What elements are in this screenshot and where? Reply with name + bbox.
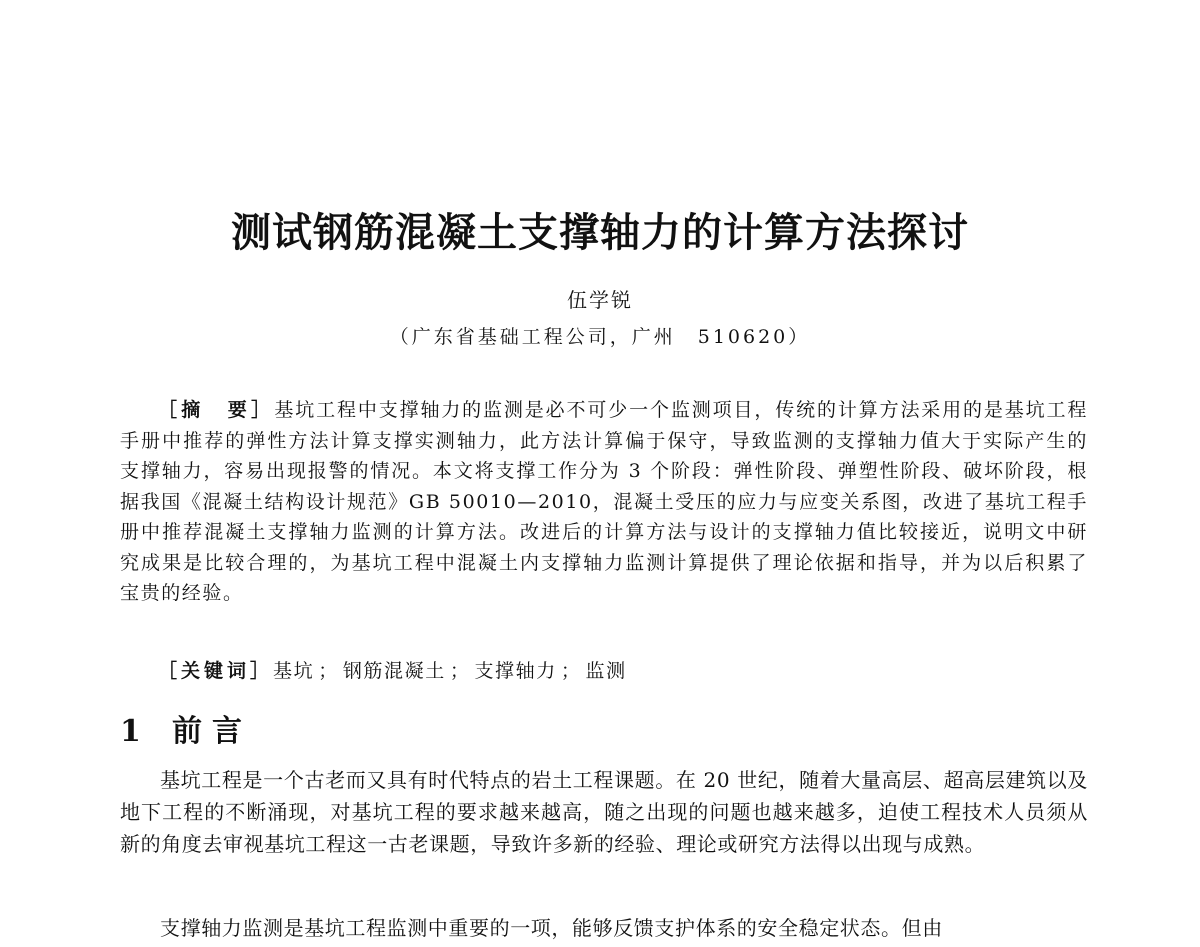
keyword: 支撑轴力 <box>474 660 557 682</box>
keywords-list <box>273 660 627 682</box>
body-paragraph: 支撑轴力监测是基坑工程监测中重要的一项，能够反馈支护体系的安全稳定状态。但由 <box>160 916 943 940</box>
section-title: 前言 <box>172 714 252 749</box>
abstract-label: ［摘 要］ <box>158 399 275 421</box>
keyword: 监测 <box>585 660 627 682</box>
keywords-label: ［关键词］ <box>158 660 274 682</box>
keyword-separator: ； <box>449 660 471 682</box>
paper-title: 测试钢筋混凝土支撑轴力的计算方法探讨 <box>231 210 969 256</box>
body-paragraph: 基坑工程是一个古老而又具有时代特点的岩土工程课题。在 20 世纪，随着大量高层、超高层建筑以及地下工程的不断涌现，对基坑工程的要求越来越高，随之出现的问题也越来越多，迫使工程技术人员须从新的角度去审视基坑工程这一古老课题，导致许多新的经验、理论或研究方法得以出现与成熟。 <box>120 768 1088 856</box>
abstract <box>120 395 1088 609</box>
keyword: 钢筋混凝土 <box>342 660 446 682</box>
abstract-text: 基坑工程中支撑轴力的监测是必不可少一个监测项目，传统的计算方法采用的是基坑工程手册中推荐的弹性方法计算支撑实测轴力，此方法计算偏于保守，导致监测的支撑轴力值大于实际产生的支撑轴力，容易出现报警的情况。本文将支撑工作分为 3 个阶段：弹性阶段、弹塑性阶段、破坏阶段，根据我国《混凝土结构设计规范》GB 50010—2010，混凝土受压的应力与应变关系图，改进了基坑工程手册中推荐混凝土支撑轴力监测的计算方法。改进后的计算方法与设计的支撑轴力值比较接近，说明文中研究成果是比较合理的，为基坑工程中混凝土内支撑轴力监测计算提供了理论依据和指导，并为以后积累了宝贵的经验。 <box>120 399 1088 604</box>
keyword-separator: ； <box>560 660 582 682</box>
keyword: 基坑 <box>273 660 315 682</box>
section-heading <box>120 710 252 754</box>
author-affiliation: （广东省基础工程公司，广州 510620） <box>389 326 811 348</box>
keywords <box>158 656 1088 686</box>
keyword-separator: ； <box>318 660 339 682</box>
author-name: 伍学锐 <box>567 288 633 312</box>
section-number: 1 <box>120 714 141 749</box>
